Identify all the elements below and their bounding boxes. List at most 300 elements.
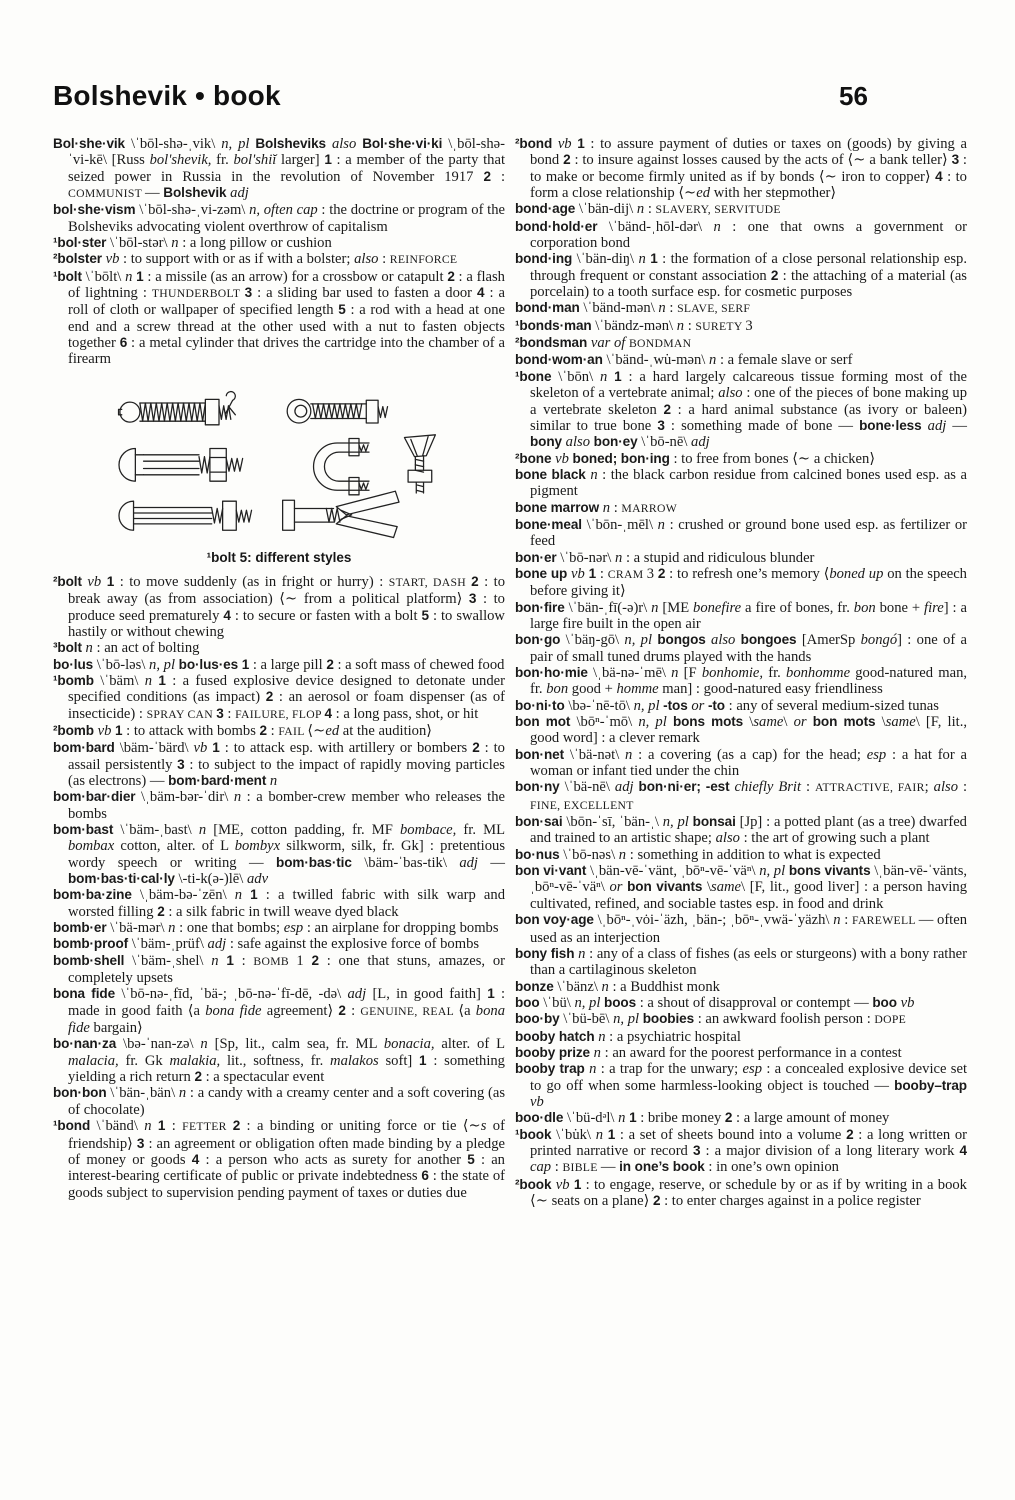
text-run: THUNDERBOLT [151, 287, 245, 301]
text-run: bongos [657, 632, 712, 648]
text-run: vb [900, 994, 915, 1011]
text-run: : a hat for a woman or infant tied under the chin [530, 746, 967, 780]
dictionary-entry [515, 863, 967, 912]
text-run: : to attack with bombs [126, 722, 260, 739]
text-run: ∼ [797, 450, 814, 467]
text-run: SURETY [695, 319, 746, 333]
text-run: \ˈbäm-ˌshel\ [132, 952, 212, 969]
text-run: \bə-ˈnē-tō\ [568, 697, 634, 714]
text-run: : [613, 499, 622, 516]
text-run: esp [866, 746, 892, 763]
text-run: bon vivants [627, 879, 707, 895]
text-run: : to swallow hastily or without chewing [68, 607, 505, 640]
headword: ¹bonds·man [515, 317, 596, 333]
text-run: : one that owns a government or corporation bond [530, 218, 967, 252]
dictionary-entry [53, 202, 505, 235]
text-run: \ˈbō-nəs\ [563, 846, 619, 863]
text-run: boned; bon·ing [572, 450, 674, 466]
text-run: 3 [657, 417, 671, 433]
text-run: 3 [177, 756, 190, 772]
text-run: n [233, 789, 247, 806]
text-run: \-ti-k(ə-)lē\ [178, 871, 247, 887]
text-run: also [331, 136, 363, 152]
text-run: also [715, 830, 744, 847]
headword: ¹book [515, 1126, 557, 1142]
text-run: n [578, 945, 590, 962]
dictionary-entry [515, 201, 967, 218]
text-run: : [669, 300, 678, 317]
text-run: : a concealed explosive device set to go off when some harmless-looking object is touched — [530, 1061, 967, 1094]
dictionary-entry [515, 1061, 967, 1110]
text-run: n [709, 352, 720, 369]
headword: bonze [515, 978, 558, 994]
text-run: soft] [385, 1052, 420, 1069]
headword: bond·age [515, 201, 579, 217]
dictionary-entry [515, 912, 967, 946]
text-run: — [600, 1159, 620, 1176]
text-run: \ [749, 714, 754, 731]
text-run: \ˌbäm-bə-ˈzēn\ [139, 887, 235, 904]
text-run: larger] [281, 152, 325, 169]
headword: bon·sai [515, 814, 567, 830]
text-run: : to secure or fasten with a bolt [234, 607, 422, 624]
dictionary-entry [515, 1011, 967, 1028]
text-run: bon·ni·er; -est [638, 779, 735, 795]
text-run: \ˈbändz-mən\ [595, 317, 677, 334]
text-run: 3 [646, 565, 658, 582]
text-run: : a bomber-crew member who releases the bombs [68, 789, 505, 822]
dictionary-entry [53, 269, 505, 368]
text-run: 1 [136, 268, 148, 284]
text-run: adj [347, 986, 373, 1003]
text-run: 2 [471, 573, 485, 589]
dictionary-entry [515, 946, 967, 979]
dictionary-entry [515, 1029, 967, 1045]
text-run: 2 [447, 268, 459, 284]
text-run: BONDMAN [628, 337, 692, 351]
text-run: 5 [467, 1151, 481, 1167]
text-run: ⟨a [458, 1002, 476, 1019]
dictionary-entry [515, 300, 967, 317]
text-run: 2 [724, 1110, 737, 1126]
text-run: : a flash of lightning : [68, 268, 505, 302]
text-run: 3 [468, 591, 483, 607]
right-column [515, 136, 967, 1209]
text-run: also [718, 385, 747, 402]
carriage-bolt-drawing [119, 448, 243, 481]
text-run: \ˌbäm-bər-ˈdir\ [141, 789, 234, 806]
text-run: bone·less [859, 417, 928, 433]
dictionary-entry [515, 352, 967, 368]
headword: bomb·proof [53, 936, 132, 952]
text-run: fr. [768, 665, 787, 681]
text-run: booby–trap [894, 1077, 967, 1093]
text-run: \ˈbü\ [543, 994, 575, 1011]
text-run: 1 [241, 656, 253, 672]
dictionary-entry [53, 657, 505, 673]
headword: bon·bon [53, 1085, 111, 1101]
headword: ²bolster [53, 251, 106, 267]
text-run: 1 [115, 722, 127, 738]
dictionary-entry [515, 632, 967, 665]
dictionary-entry [53, 1118, 505, 1201]
text-run: \ˈbä-nət\ [569, 746, 626, 763]
text-run: bon [853, 599, 880, 616]
text-run: vb [555, 1176, 574, 1193]
text-run: : to assail persistently [68, 740, 505, 773]
text-run: same [753, 714, 784, 731]
text-run: \ˈbō-nər\ [560, 549, 615, 566]
text-run: bon [546, 681, 572, 698]
dictionary-entry [53, 953, 505, 987]
text-run: vb [105, 251, 124, 268]
text-run: \ˈbü-dᵊl\ [566, 1110, 619, 1127]
text-run: : [687, 317, 696, 334]
text-run: 2 [663, 401, 678, 417]
text-run: n [198, 821, 214, 838]
headword: bom·ba·zine [53, 887, 140, 903]
text-run: n [590, 466, 603, 483]
dictionary-entry [53, 1036, 505, 1085]
headword: bomb·shell [53, 952, 133, 968]
text-run: \ [881, 714, 886, 731]
headword: bol·she·vism [53, 202, 140, 218]
text-run: var of [590, 335, 629, 352]
text-run: : to move suddenly (as in fright or hurry) : [119, 573, 389, 590]
text-run: n [85, 640, 97, 657]
text-run: : [647, 201, 656, 218]
text-run: Bol·she·vi·ki [362, 136, 449, 151]
text-run: : [227, 705, 236, 722]
headword: bom·bard [53, 740, 120, 756]
text-run: vb [530, 1093, 544, 1110]
text-run: n [234, 887, 251, 904]
text-run: FAIL [278, 724, 308, 738]
text-run: : a long pillow or cushion [182, 235, 332, 252]
text-run: vb [193, 740, 213, 757]
text-run: 4 [959, 1142, 967, 1158]
text-run: 1 [487, 986, 501, 1002]
text-run: \ˌbän-vē-ˈvänts, ˌbōⁿ-vē-ˈväⁿ\ [530, 863, 968, 896]
dictionary-entry [53, 235, 505, 251]
text-run: n [178, 1085, 190, 1102]
dictionary-entry [515, 698, 967, 714]
text-run: malakia, [169, 1052, 227, 1069]
text-run: : [270, 722, 279, 739]
text-run: n [671, 665, 684, 681]
dictionary-entry [515, 1177, 967, 1210]
text-run: bon mots [812, 714, 882, 730]
text-run: SLAVE, SERF [677, 302, 751, 316]
text-run: BIBLE [562, 1161, 601, 1175]
text-run: : an interest-bearing certificate of public or private indebtedness [68, 1151, 505, 1185]
text-run: \bäm-ˈbärd\ [119, 740, 194, 757]
text-run: \ˈbän-ˌbän\ [110, 1085, 179, 1102]
text-run: [ME, cotton padding, fr. MF [213, 821, 400, 838]
text-run: bonefire [693, 599, 746, 616]
text-run: : an act of bolting [96, 640, 200, 657]
text-run: bonhomie, [701, 665, 769, 681]
text-run: \ˈbäm\ [100, 672, 145, 689]
text-run: 1 [250, 887, 266, 903]
text-run: ] : a large fire built in the open air [530, 599, 967, 632]
text-run: -tos [663, 697, 692, 713]
text-run: 2 [472, 740, 485, 756]
headword: bo·nan·za [53, 1036, 124, 1052]
text-run: [F [683, 665, 702, 681]
text-run: vb [97, 722, 116, 739]
text-run: SPRAY CAN [146, 707, 217, 721]
text-run: START, DASH [388, 575, 472, 589]
text-run: n [833, 912, 845, 929]
text-run: \ˈbänz\ [557, 978, 602, 995]
headword: bo·lus [53, 656, 97, 672]
text-run: n, pl [613, 1011, 643, 1028]
text-run: bon·ey [593, 434, 642, 450]
text-run: 5 [338, 302, 351, 318]
headword: bom·bast [53, 821, 121, 837]
headword: bon mot [515, 714, 577, 730]
text-run: \ [783, 714, 794, 731]
text-run: 2 [846, 1126, 859, 1142]
text-run: 3 [951, 152, 963, 168]
headword: bon vi·vant [515, 863, 590, 879]
dictionary-entry [515, 550, 967, 566]
text-run: : [351, 1002, 361, 1019]
dictionary-entry [515, 369, 967, 451]
text-run: of friendship⟩ [68, 1118, 505, 1152]
text-run: ] : one of a pair of small tuned drums played with the hands [530, 632, 967, 665]
headword: ³bolt [53, 640, 86, 656]
text-run: \ˈbōl-shə-ˌvik\ [130, 136, 222, 152]
headword: boo·dle [515, 1110, 567, 1126]
text-run: seats on a plane⟩ [551, 1193, 653, 1209]
text-run: 1 [588, 565, 600, 581]
text-run: n, pl [221, 136, 256, 152]
text-run: malakos [330, 1052, 386, 1069]
text-run: \ˈbänd-mən\ [583, 300, 659, 317]
text-run: 1 [607, 1126, 620, 1142]
text-run: 3 [136, 1135, 149, 1151]
text-run: : to support with or as if with a bolster; [123, 251, 355, 268]
text-run: n [618, 846, 630, 863]
headword: bond·man [515, 300, 584, 316]
text-run: : a fused explosive device designed to detonate under specified conditions (as impact) [68, 672, 505, 706]
text-run: : [171, 1118, 183, 1135]
text-run: : a long pass, shot, or hit [335, 705, 479, 722]
text-run: \ˈbäm-ˌbast\ [120, 821, 199, 838]
text-run: good + [571, 681, 617, 698]
text-run: ∼ed [313, 722, 343, 739]
text-run: : crushed or ground bone used esp. as fertilizer or feed [530, 516, 967, 550]
text-run: bargain⟩ [93, 1020, 143, 1037]
text-run: \ˈbä-nē\ [564, 779, 615, 796]
text-run: FETTER [182, 1120, 233, 1134]
text-run: 2 [563, 152, 575, 168]
text-run: \ˈbō-ləs\ [96, 656, 150, 673]
text-run: \ˈbōlt\ [85, 268, 126, 285]
text-run: : a long written or printed narrative or record [530, 1126, 967, 1159]
text-run: : a major division of a long literary work [705, 1142, 960, 1159]
headword: booby hatch [515, 1028, 599, 1044]
text-run: — [145, 185, 164, 202]
text-run: : an airplane for dropping bombs [306, 920, 499, 937]
headword: bone up [515, 565, 572, 581]
text-run: : the art of growing such a plant [743, 830, 930, 847]
text-run: esp [283, 920, 307, 937]
text-run: 3 [745, 317, 753, 334]
text-run: : a shout of disapproval or contempt — [639, 994, 873, 1011]
text-run: : the doctrine or program of the Bolsheviks advocating violent overthrow of capitalism [68, 202, 505, 235]
text-run: bombax [68, 838, 121, 855]
text-run: \ˈbōl-stər\ [110, 235, 172, 252]
dictionary-entry [515, 566, 967, 600]
text-run: ; [924, 779, 934, 796]
text-run: 1 [573, 1176, 586, 1192]
text-run: also [354, 251, 383, 268]
guide-words: Bolshevik • book [53, 80, 281, 111]
headword: ²bond [515, 136, 558, 151]
text-run: : a stupid and ridiculous blunder [625, 549, 815, 566]
text-run: 2 [157, 903, 169, 919]
dictionary-entry [53, 936, 505, 952]
text-run: 1 [158, 672, 173, 688]
text-run: alter. of L [441, 1036, 505, 1053]
text-run: a fire of bones, fr. [745, 599, 854, 616]
text-run: 2 [232, 1118, 247, 1134]
left-column [53, 136, 505, 1209]
text-run: : [554, 1159, 563, 1176]
text-run: : a twilled fabric with silk warp and worsted filling [68, 887, 505, 920]
text-run: malacia, [68, 1052, 126, 1069]
dictionary-entry [515, 517, 967, 550]
text-run: n [713, 218, 733, 235]
text-run: n, pl [662, 814, 693, 831]
dictionary-entry [515, 747, 967, 780]
text-run: n [625, 746, 639, 763]
headword: bond·hold·er [515, 218, 609, 234]
text-run: n [658, 300, 670, 317]
text-run: -to [707, 697, 729, 713]
text-run: ∼ [285, 591, 304, 608]
text-run: n, pl [759, 863, 789, 880]
text-run: bona fide [205, 1002, 267, 1019]
dictionary-entry [515, 714, 967, 747]
text-run: boos [604, 994, 640, 1010]
text-run: n [614, 549, 626, 566]
text-run: bonacia, [383, 1036, 442, 1053]
text-run: n [676, 317, 688, 334]
text-run: ∼ [535, 1193, 552, 1209]
text-run: : a hard largely calcareous tissue forming most of the skeleton of a vertebrate animal; [530, 368, 967, 402]
text-run: \ˈbu̇k\ [556, 1126, 596, 1143]
text-run: \ˈbänd-ˌhōl-dər\ [608, 218, 714, 235]
text-run: ∼s [468, 1118, 493, 1135]
text-run: : in one’s own opinion [708, 1159, 839, 1176]
text-run: 3 [244, 285, 258, 301]
dictionary-entry [515, 600, 967, 633]
text-run: 1 [226, 952, 242, 968]
text-run: n [144, 672, 159, 689]
text-run: : to break away (as from association) ⟨ [68, 573, 506, 608]
text-run: : an awkward foolish person : [697, 1011, 875, 1028]
text-run: FAILURE, FLOP [235, 707, 325, 721]
text-run: FINE, EXCELLENT [530, 798, 634, 812]
text-run: boned up [829, 565, 888, 582]
text-run: chiefly Brit [734, 779, 806, 796]
text-run: bom·bard·ment [168, 772, 270, 788]
dictionary-entry [515, 814, 967, 847]
text-run: : a candy with a creamy center and a soft covering (as of chocolate) [68, 1085, 505, 1118]
text-run: bons mots [672, 714, 750, 730]
headword: ¹bol·ster [53, 235, 111, 251]
text-run: MARROW [621, 501, 678, 515]
text-run: : [382, 251, 390, 268]
text-run: 5 [421, 607, 433, 623]
headword: bone marrow [515, 499, 603, 515]
text-run: same [885, 714, 916, 731]
text-run: also [933, 779, 963, 796]
text-run: : any of several medium-sized tunas [728, 697, 939, 714]
text-run: \ˌbän-vē-ˈvänt, ˌbōⁿ-vē-ˈväⁿ\ [589, 863, 760, 880]
dictionary-entry [515, 219, 967, 252]
headword: bomb·er [53, 920, 111, 936]
text-run: n, pl [633, 697, 664, 714]
text-run: bom·bas·ti·cal·ly [68, 871, 179, 886]
dictionary-entry [53, 822, 505, 887]
dictionary-entry [515, 318, 967, 335]
headword: Bol·she·vik [53, 136, 131, 151]
text-run: adj [614, 779, 639, 796]
text-run: COMMUNIST [68, 187, 146, 201]
text-run: : something made of bone — [670, 417, 860, 434]
text-run: n [636, 201, 648, 218]
text-run: boo [872, 994, 901, 1010]
text-run: \ˈbō-nē\ [641, 434, 692, 451]
text-run: : to subject to the impact of rapidly moving particles (as electrons) — [68, 756, 505, 789]
text-run: : [599, 565, 608, 582]
eye-bolt-drawing [287, 399, 387, 423]
text-run: GENUINE, REAL [360, 1004, 459, 1018]
text-run: : a sliding bar used to fasten a door [257, 285, 478, 302]
text-run: : one that stuns, amazes, or completely upsets [68, 952, 505, 987]
text-run: \ˈbän-ˌfī(-ə)r\ [568, 599, 652, 616]
text-run: : a large pill [252, 656, 327, 673]
text-run: n [589, 1061, 601, 1078]
text-run: bombace, [399, 821, 464, 838]
dictionary-entry [53, 723, 505, 740]
headword: bom·bar·dier [53, 789, 142, 805]
text-run: n [657, 516, 670, 533]
text-run: : to make or become firmly united as if by bonds ⟨ [530, 152, 967, 185]
text-run: n, pl [638, 714, 673, 731]
headword: ¹bond [53, 1118, 97, 1134]
text-run: 1 [650, 251, 663, 267]
text-run: 1 [296, 952, 312, 969]
text-run: 6 [421, 1168, 433, 1184]
text-run: 4 [324, 705, 336, 721]
text-run: 4 [477, 285, 490, 301]
text-run: silkworm, silk, fr. Gk] : pretentious wordy speech or writing — [68, 838, 505, 871]
text-run: or [609, 879, 628, 896]
text-run: bongoes [740, 632, 802, 648]
text-run: [Jp] : a potted plant (as a tree) dwarfed and trained to an artistic shape; [530, 814, 967, 847]
text-run: n, pl [149, 656, 179, 673]
text-run: also [711, 632, 741, 649]
text-run: 1 [106, 573, 120, 589]
dictionary-entry [53, 640, 505, 656]
text-run: adj [207, 936, 230, 953]
